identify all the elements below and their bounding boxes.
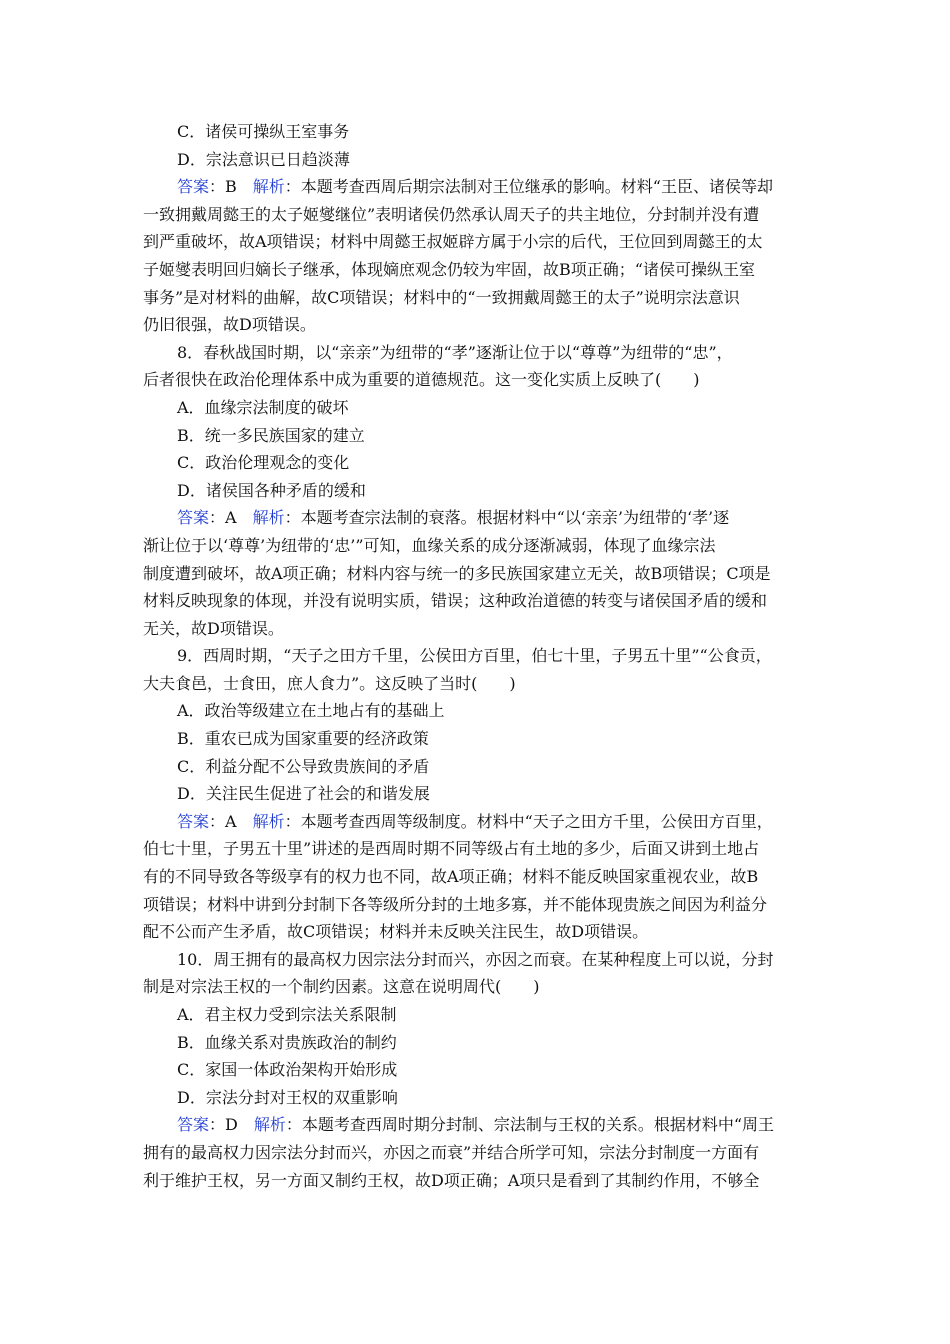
q10-analysis-label: 解析: [253, 1115, 286, 1135]
q8-analysis-line: 制度遭到破坏，故A项正确；材料内容与统一的多民族国家建立无关，故B项错误；C项是: [143, 563, 771, 583]
q8-answer-line: [143, 504, 825, 532]
q8-option-b: B．统一多民族国家的建立: [177, 425, 365, 445]
q8-analysis-line: ：本题考查宗法制的衰落。根据材料中“以‘亲亲’为纽带的‘孝’逐: [284, 508, 730, 528]
q8-option-a: A．血缘宗法制度的破坏: [177, 397, 349, 417]
q7-option-d: D．宗法意识已日趋淡薄: [177, 149, 350, 169]
q8-analysis-line: 无关，故D项错误。: [143, 618, 284, 638]
q7-analysis-label: 解析: [252, 177, 285, 197]
q10-answer-line: [143, 1111, 825, 1139]
q8-answer-label: 答案: [177, 508, 210, 528]
q10-option-d: D．宗法分封对王权的双重影响: [177, 1087, 398, 1107]
q10-answer-value: ：D: [209, 1115, 238, 1135]
q9-analysis-label: 解析: [252, 811, 285, 831]
question-7: [143, 118, 825, 339]
q10-analysis-line: ：本题考查西周时期分封制、宗法制与王权的关系。根据材料中“周王: [285, 1115, 775, 1135]
q9-stem-line: 9．西周时期，“天子之田方千里，公侯田方百里，伯七十里，子男五十里”“公食贡，: [177, 646, 772, 666]
q7-answer-line: [143, 173, 825, 201]
q9-stem-line: 大夫食邑，士食田，庶人食力”。这反映了当时( ): [143, 673, 516, 693]
q9-answer-value: ：A: [209, 811, 237, 831]
question-9: [143, 642, 825, 946]
question-8: [143, 339, 825, 643]
q10-stem-line: 10．周王拥有的最高权力因宗法分封而兴，亦因之而衰。在某种程度上可以说，分封: [177, 949, 774, 969]
document-body: [143, 118, 825, 1194]
q9-analysis-line: 有的不同导致各等级享有的权力也不同，故A项正确；材料不能反映国家重视农业，故B: [143, 867, 759, 887]
q9-analysis-line: ：本题考查西周等级制度。材料中“天子之田方千里，公侯田方百里，: [284, 811, 773, 831]
q9-analysis-line: 项错误；材料中讲到分封制下各等级所分封的土地多寡，并不能体现贵族之间因为利益分: [143, 894, 768, 914]
q7-analysis-line: ：本题考查西周后期宗法制对王位继承的影响。材料“王臣、诸侯等却: [284, 177, 773, 197]
q7-analysis-line: 事务”是对材料的曲解，故C项错误；材料中的“一致拥戴周懿王的太子”说明宗法意识: [143, 287, 740, 307]
q8-analysis-label: 解析: [252, 508, 285, 528]
q7-analysis-line: 子姬燮表明回归嫡长子继承，体现嫡庶观念仍较为牢固，故B项正确；“诸侯可操纵王室: [143, 259, 755, 279]
q10-option-b: B．血缘关系对贵族政治的制约: [177, 1032, 397, 1052]
q9-option-b: B．重农已成为国家重要的经济政策: [177, 729, 429, 749]
q7-answer-label: 答案: [177, 177, 210, 197]
q9-answer-line: [143, 808, 825, 836]
q9-answer-label: 答案: [177, 811, 210, 831]
q9-analysis-line: 配不公而产生矛盾，故C项错误；材料并未反映关注民生，故D项错误。: [143, 922, 649, 942]
q8-option-d: D．诸侯国各种矛盾的缓和: [177, 480, 366, 500]
q7-analysis-line: 一致拥戴周懿王的太子姬燮继位”表明诸侯仍然承认周天子的共主地位，分封制并没有遭: [143, 204, 760, 224]
q8-analysis-line: 渐让位于以‘尊尊’为纽带的‘忠’”可知，血缘关系的成分逐渐减弱，体现了血缘宗法: [143, 535, 716, 555]
q8-answer-value: ：A: [209, 508, 237, 528]
q9-option-c: C．利益分配不公导致贵族间的矛盾: [177, 756, 430, 776]
q7-analysis-line: 到严重破坏，故A项错误；材料中周懿王叔姬辟方属于小宗的后代，王位回到周懿王的太: [143, 232, 763, 252]
q8-stem-line: 8．春秋战国时期，以“亲亲”为纽带的“孝”逐渐让位于以“尊尊”为纽带的“忠”，: [177, 342, 733, 362]
q10-analysis-line: 拥有的最高权力因宗法分封而兴，亦因之而衰”并结合所学可知，宗法分封制度一方面有: [143, 1142, 760, 1162]
q10-option-a: A．君主权力受到宗法关系限制: [177, 1005, 397, 1024]
q8-analysis-line: 材料反映现象的体现，并没有说明实质，错误；这种政治道德的转变与诸侯国矛盾的缓和: [143, 591, 768, 611]
q10-answer-label: 答案: [177, 1115, 210, 1135]
q10-stem-line: 制是对宗法王权的一个制约因素。这意在说明周代( ): [143, 977, 540, 997]
q7-option-c: C．诸侯可操纵王室事务: [177, 122, 350, 141]
q7-answer-value: ：B: [209, 177, 237, 197]
q7-analysis-line: 仍旧很强，故D项错误。: [143, 315, 316, 335]
q8-stem-line: 后者很快在政治伦理体系中成为重要的道德规范。这一变化实质上反映了( ): [143, 370, 700, 390]
q9-option-d: D．关注民生促进了社会的和谐发展: [177, 784, 430, 804]
q9-analysis-line: 伯七十里，子男五十里”讲述的是西周时期不同等级占有土地的多少，后面又讲到土地占: [143, 839, 760, 859]
q10-option-c: C．家国一体政治架构开始形成: [177, 1060, 398, 1080]
q8-option-c: C．政治伦理观念的变化: [177, 453, 350, 473]
question-10: [143, 946, 825, 1194]
q10-analysis-line: 利于维护王权，另一方面又制约王权，故D项正确；A项只是看到了其制约作用，不够全: [143, 1170, 760, 1190]
q9-option-a: A．政治等级建立在土地占有的基础上: [177, 701, 445, 721]
